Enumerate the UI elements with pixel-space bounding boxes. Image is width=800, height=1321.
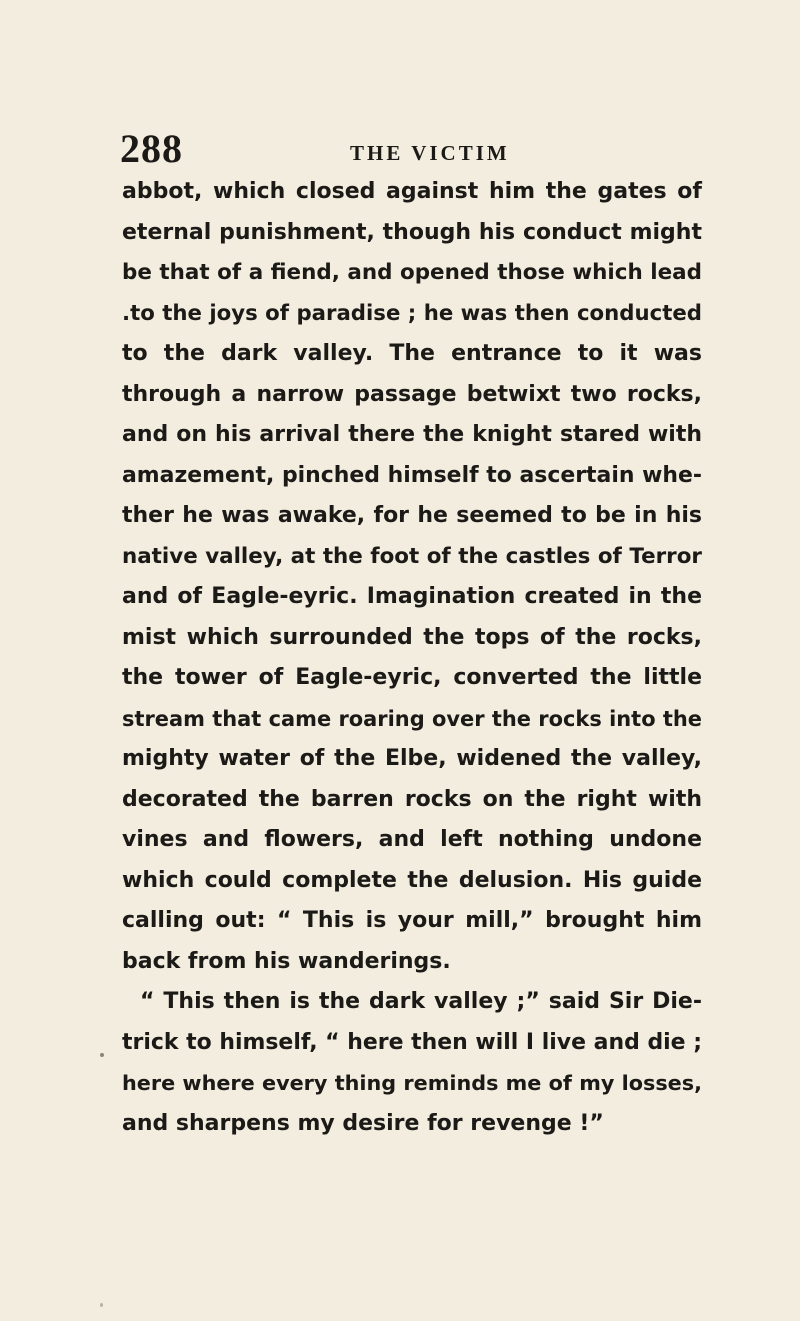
text-line: and of Eagle-eyric. Imagination created in the bbox=[122, 584, 702, 609]
text-line: mist which surrounded the tops of the rocks, bbox=[122, 624, 702, 650]
text-line: eternal punishment, though his conduct might bbox=[122, 219, 702, 245]
text-line: native valley, at the foot of the castles of Terror bbox=[122, 543, 702, 569]
text-line: abbot, which closed against him the gates of bbox=[122, 179, 702, 204]
body-text bbox=[122, 172, 702, 1144]
text-line: to the dark valley. The entrance to it was bbox=[122, 341, 702, 366]
text-line: vines and flowers, and left nothing undone bbox=[122, 827, 702, 852]
text-line: mighty water of the Elbe, widened the valley, bbox=[122, 746, 702, 771]
ink-speck bbox=[100, 1303, 103, 1307]
text-line: stream that came roaring over the rocks into the bbox=[122, 706, 702, 731]
text-line: through a narrow passage betwixt two rocks, bbox=[122, 381, 702, 407]
text-line: decorated the barren rocks on the right with bbox=[122, 786, 702, 812]
text-line: calling out: “ This is your mill,” brought him bbox=[122, 908, 702, 933]
text-line: which could complete the delusion. His guide bbox=[122, 867, 702, 893]
text-line: trick to himself, “ here then will I live and die ; bbox=[122, 1029, 702, 1055]
text-line: ther he was awake, for he seemed to be in his bbox=[122, 503, 702, 528]
page-header bbox=[120, 125, 704, 175]
ink-speck bbox=[100, 1053, 104, 1057]
text-line: and sharpens my desire for revenge !” bbox=[122, 1110, 604, 1136]
text-line: “ This then is the dark valley ;” said Sir Die- bbox=[140, 989, 702, 1014]
text-line: the tower of Eagle-eyric, converted the little bbox=[122, 665, 702, 690]
text-line: be that of a fiend, and opened those which lead bbox=[122, 260, 702, 285]
text-line: .to the joys of paradise ; he was then conducted bbox=[122, 300, 702, 326]
text-line: here where every thing reminds me of my losses, bbox=[122, 1071, 702, 1095]
text-line: and on his arrival there the knight stared with bbox=[122, 422, 702, 447]
page-number: 288 bbox=[120, 126, 183, 171]
running-head: THE VICTIM bbox=[350, 141, 510, 165]
text-line: back from his wanderings. bbox=[122, 948, 451, 974]
text-line: amazement, pinched himself to ascertain whe- bbox=[122, 462, 702, 488]
